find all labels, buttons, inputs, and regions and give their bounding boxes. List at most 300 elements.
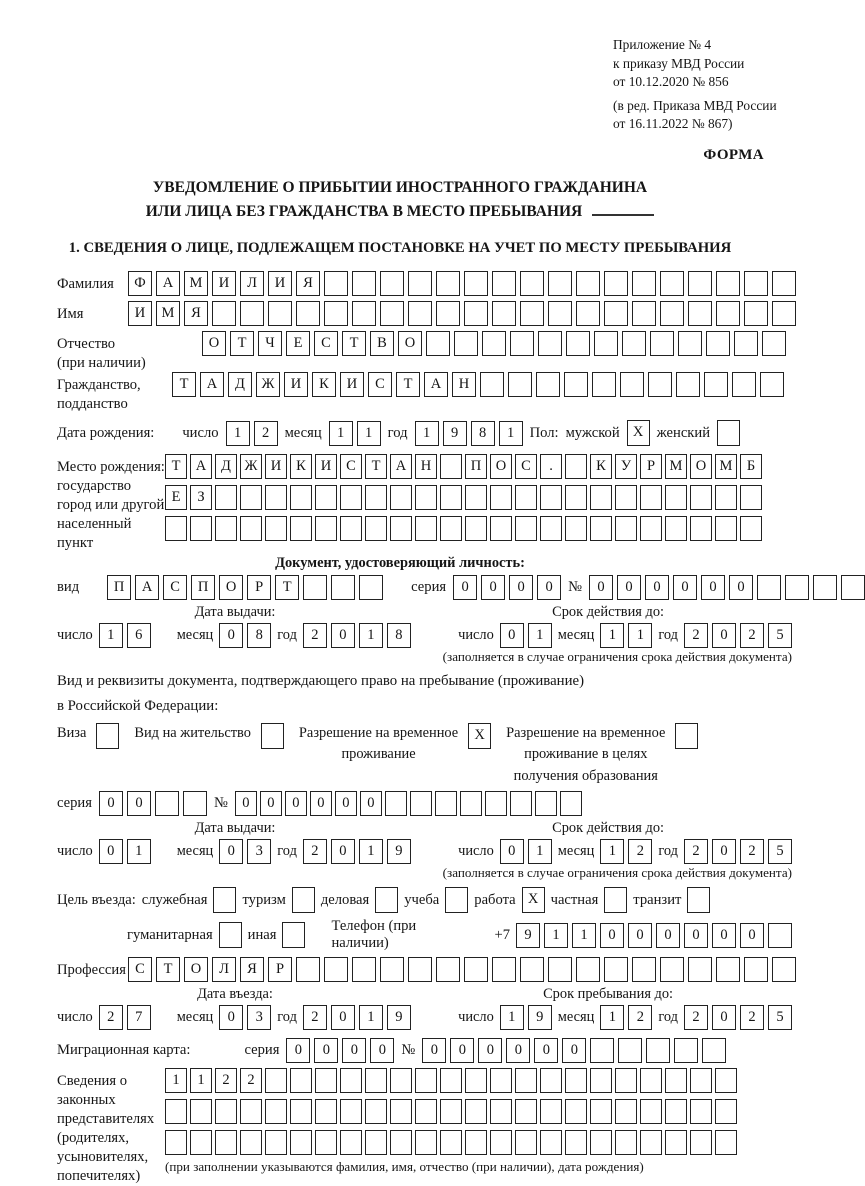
char-cell[interactable]: Л: [240, 271, 264, 296]
char-cell[interactable]: [490, 485, 512, 510]
char-cell[interactable]: П: [465, 454, 487, 479]
char-cell[interactable]: 1: [190, 1068, 212, 1093]
purpose-work-checkbox[interactable]: X: [522, 887, 545, 913]
char-cell[interactable]: [352, 301, 376, 326]
char-cell[interactable]: [615, 1130, 637, 1155]
char-cell[interactable]: 0: [219, 623, 243, 648]
char-cell[interactable]: [465, 1068, 487, 1093]
char-cell[interactable]: О: [398, 331, 422, 356]
char-cell[interactable]: Ж: [240, 454, 262, 479]
char-cell[interactable]: [590, 516, 612, 541]
char-cell[interactable]: [290, 1130, 312, 1155]
char-cell[interactable]: 0: [712, 839, 736, 864]
char-cell[interactable]: А: [424, 372, 448, 397]
char-cell[interactable]: 9: [528, 1005, 552, 1030]
char-cell[interactable]: 2: [740, 839, 764, 864]
purpose-official-checkbox[interactable]: [213, 887, 236, 913]
char-cell[interactable]: С: [340, 454, 362, 479]
char-cell[interactable]: [340, 1099, 362, 1124]
char-cell[interactable]: 1: [528, 839, 552, 864]
char-cell[interactable]: Н: [415, 454, 437, 479]
char-cell[interactable]: 5: [768, 1005, 792, 1030]
char-cell[interactable]: Л: [212, 957, 236, 982]
char-cell[interactable]: [408, 957, 432, 982]
char-cell[interactable]: З: [190, 485, 212, 510]
char-cell[interactable]: 0: [562, 1038, 586, 1063]
char-cell[interactable]: [640, 1130, 662, 1155]
char-cell[interactable]: Д: [215, 454, 237, 479]
char-cell[interactable]: [604, 271, 628, 296]
char-cell[interactable]: 0: [712, 923, 736, 948]
char-cell[interactable]: 1: [359, 623, 383, 648]
char-cell[interactable]: [482, 331, 506, 356]
char-cell[interactable]: [566, 331, 590, 356]
char-cell[interactable]: [408, 271, 432, 296]
char-cell[interactable]: 9: [443, 421, 467, 446]
char-cell[interactable]: Ж: [256, 372, 280, 397]
char-cell[interactable]: [290, 1099, 312, 1124]
char-cell[interactable]: [590, 1099, 612, 1124]
char-cell[interactable]: [436, 301, 460, 326]
char-cell[interactable]: [548, 271, 572, 296]
char-cell[interactable]: 0: [500, 839, 524, 864]
char-cell[interactable]: [490, 516, 512, 541]
char-cell[interactable]: 1: [528, 623, 552, 648]
char-cell[interactable]: [290, 485, 312, 510]
char-cell[interactable]: 1: [628, 623, 652, 648]
char-cell[interactable]: М: [156, 301, 180, 326]
char-cell[interactable]: 3: [247, 839, 271, 864]
char-cell[interactable]: [690, 1130, 712, 1155]
char-cell[interactable]: [215, 485, 237, 510]
purpose-other-checkbox[interactable]: [282, 922, 305, 948]
char-cell[interactable]: 2: [254, 421, 278, 446]
char-cell[interactable]: [340, 1130, 362, 1155]
sex-female-checkbox[interactable]: [717, 420, 740, 446]
char-cell[interactable]: [640, 1068, 662, 1093]
char-cell[interactable]: [265, 1099, 287, 1124]
char-cell[interactable]: У: [615, 454, 637, 479]
char-cell[interactable]: [296, 957, 320, 982]
char-cell[interactable]: [690, 485, 712, 510]
char-cell[interactable]: В: [370, 331, 394, 356]
char-cell[interactable]: О: [690, 454, 712, 479]
char-cell[interactable]: С: [368, 372, 392, 397]
char-cell[interactable]: 0: [628, 923, 652, 948]
char-cell[interactable]: 0: [219, 1005, 243, 1030]
char-cell[interactable]: [268, 301, 292, 326]
char-cell[interactable]: 0: [506, 1038, 530, 1063]
char-cell[interactable]: 0: [331, 623, 355, 648]
char-cell[interactable]: [734, 331, 758, 356]
char-cell[interactable]: [515, 516, 537, 541]
char-cell[interactable]: .: [540, 454, 562, 479]
char-cell[interactable]: 0: [127, 791, 151, 816]
char-cell[interactable]: К: [590, 454, 612, 479]
purpose-tourism-checkbox[interactable]: [292, 887, 315, 913]
char-cell[interactable]: [740, 485, 762, 510]
char-cell[interactable]: 0: [712, 623, 736, 648]
char-cell[interactable]: [408, 301, 432, 326]
char-cell[interactable]: [540, 516, 562, 541]
char-cell[interactable]: [540, 1068, 562, 1093]
char-cell[interactable]: [665, 485, 687, 510]
char-cell[interactable]: [615, 516, 637, 541]
char-cell[interactable]: [490, 1130, 512, 1155]
char-cell[interactable]: 0: [219, 839, 243, 864]
char-cell[interactable]: [515, 1099, 537, 1124]
char-cell[interactable]: 0: [331, 839, 355, 864]
char-cell[interactable]: [315, 1130, 337, 1155]
char-cell[interactable]: [665, 1099, 687, 1124]
char-cell[interactable]: [385, 791, 407, 816]
char-cell[interactable]: 9: [516, 923, 540, 948]
residence-permit-checkbox[interactable]: [261, 723, 284, 749]
char-cell[interactable]: [440, 485, 462, 510]
char-cell[interactable]: [515, 1068, 537, 1093]
char-cell[interactable]: [632, 957, 656, 982]
char-cell[interactable]: [440, 1130, 462, 1155]
char-cell[interactable]: 2: [240, 1068, 262, 1093]
char-cell[interactable]: [510, 791, 532, 816]
char-cell[interactable]: М: [715, 454, 737, 479]
char-cell[interactable]: 2: [740, 1005, 764, 1030]
char-cell[interactable]: [183, 791, 207, 816]
char-cell[interactable]: [757, 575, 781, 600]
char-cell[interactable]: [340, 485, 362, 510]
char-cell[interactable]: [772, 301, 796, 326]
char-cell[interactable]: [365, 516, 387, 541]
char-cell[interactable]: А: [200, 372, 224, 397]
char-cell[interactable]: 0: [673, 575, 697, 600]
char-cell[interactable]: [265, 1068, 287, 1093]
sex-male-checkbox[interactable]: X: [627, 420, 650, 446]
char-cell[interactable]: [465, 485, 487, 510]
char-cell[interactable]: [265, 516, 287, 541]
char-cell[interactable]: [715, 1130, 737, 1155]
char-cell[interactable]: 0: [235, 791, 257, 816]
char-cell[interactable]: [592, 372, 616, 397]
char-cell[interactable]: [464, 957, 488, 982]
char-cell[interactable]: [490, 1099, 512, 1124]
char-cell[interactable]: 1: [415, 421, 439, 446]
char-cell[interactable]: [535, 791, 557, 816]
char-cell[interactable]: [538, 331, 562, 356]
char-cell[interactable]: 1: [600, 839, 624, 864]
char-cell[interactable]: [520, 301, 544, 326]
char-cell[interactable]: [590, 1068, 612, 1093]
char-cell[interactable]: [435, 791, 457, 816]
char-cell[interactable]: 0: [286, 1038, 310, 1063]
char-cell[interactable]: [648, 372, 672, 397]
char-cell[interactable]: [380, 301, 404, 326]
char-cell[interactable]: [690, 516, 712, 541]
char-cell[interactable]: [315, 485, 337, 510]
char-cell[interactable]: Т: [165, 454, 187, 479]
char-cell[interactable]: [240, 1130, 262, 1155]
char-cell[interactable]: [604, 301, 628, 326]
char-cell[interactable]: [732, 372, 756, 397]
char-cell[interactable]: [296, 301, 320, 326]
char-cell[interactable]: [615, 1099, 637, 1124]
char-cell[interactable]: [674, 1038, 698, 1063]
char-cell[interactable]: [315, 1099, 337, 1124]
char-cell[interactable]: [324, 271, 348, 296]
char-cell[interactable]: [548, 301, 572, 326]
char-cell[interactable]: [440, 1068, 462, 1093]
char-cell[interactable]: [365, 1099, 387, 1124]
char-cell[interactable]: [565, 1130, 587, 1155]
char-cell[interactable]: Б: [740, 454, 762, 479]
char-cell[interactable]: 0: [684, 923, 708, 948]
char-cell[interactable]: [762, 331, 786, 356]
char-cell[interactable]: 2: [684, 1005, 708, 1030]
char-cell[interactable]: [772, 957, 796, 982]
char-cell[interactable]: [744, 271, 768, 296]
char-cell[interactable]: [165, 1099, 187, 1124]
char-cell[interactable]: 1: [226, 421, 250, 446]
char-cell[interactable]: 2: [628, 839, 652, 864]
char-cell[interactable]: [640, 485, 662, 510]
char-cell[interactable]: [640, 1099, 662, 1124]
char-cell[interactable]: [415, 485, 437, 510]
char-cell[interactable]: [315, 1068, 337, 1093]
char-cell[interactable]: [716, 957, 740, 982]
char-cell[interactable]: 9: [387, 839, 411, 864]
char-cell[interactable]: [215, 1130, 237, 1155]
char-cell[interactable]: [565, 454, 587, 479]
char-cell[interactable]: 0: [314, 1038, 338, 1063]
char-cell[interactable]: 1: [99, 623, 123, 648]
char-cell[interactable]: [390, 1130, 412, 1155]
char-cell[interactable]: [324, 957, 348, 982]
char-cell[interactable]: [492, 271, 516, 296]
char-cell[interactable]: [632, 271, 656, 296]
char-cell[interactable]: [768, 923, 792, 948]
char-cell[interactable]: [265, 485, 287, 510]
char-cell[interactable]: С: [163, 575, 187, 600]
char-cell[interactable]: [415, 1099, 437, 1124]
char-cell[interactable]: 8: [387, 623, 411, 648]
char-cell[interactable]: [485, 791, 507, 816]
purpose-private-checkbox[interactable]: [604, 887, 627, 913]
char-cell[interactable]: 0: [370, 1038, 394, 1063]
char-cell[interactable]: Я: [296, 271, 320, 296]
char-cell[interactable]: [490, 1068, 512, 1093]
char-cell[interactable]: [706, 331, 730, 356]
char-cell[interactable]: И: [268, 271, 292, 296]
char-cell[interactable]: Ф: [128, 271, 152, 296]
char-cell[interactable]: [465, 516, 487, 541]
char-cell[interactable]: Р: [268, 957, 292, 982]
char-cell[interactable]: 0: [342, 1038, 366, 1063]
char-cell[interactable]: [365, 485, 387, 510]
char-cell[interactable]: 0: [478, 1038, 502, 1063]
char-cell[interactable]: [415, 1068, 437, 1093]
char-cell[interactable]: [604, 957, 628, 982]
char-cell[interactable]: 0: [335, 791, 357, 816]
char-cell[interactable]: [436, 271, 460, 296]
char-cell[interactable]: 0: [453, 575, 477, 600]
char-cell[interactable]: [715, 1068, 737, 1093]
char-cell[interactable]: 1: [600, 1005, 624, 1030]
char-cell[interactable]: И: [340, 372, 364, 397]
char-cell[interactable]: [785, 575, 809, 600]
char-cell[interactable]: [190, 516, 212, 541]
char-cell[interactable]: 1: [127, 839, 151, 864]
char-cell[interactable]: [390, 485, 412, 510]
char-cell[interactable]: [240, 301, 264, 326]
char-cell[interactable]: [676, 372, 700, 397]
char-cell[interactable]: 3: [247, 1005, 271, 1030]
char-cell[interactable]: И: [265, 454, 287, 479]
char-cell[interactable]: 2: [215, 1068, 237, 1093]
char-cell[interactable]: [704, 372, 728, 397]
char-cell[interactable]: Т: [396, 372, 420, 397]
char-cell[interactable]: П: [191, 575, 215, 600]
char-cell[interactable]: [520, 957, 544, 982]
char-cell[interactable]: [365, 1068, 387, 1093]
char-cell[interactable]: 1: [329, 421, 353, 446]
char-cell[interactable]: [688, 301, 712, 326]
char-cell[interactable]: [632, 301, 656, 326]
char-cell[interactable]: [548, 957, 572, 982]
char-cell[interactable]: М: [665, 454, 687, 479]
char-cell[interactable]: [508, 372, 532, 397]
char-cell[interactable]: [480, 372, 504, 397]
char-cell[interactable]: 1: [357, 421, 381, 446]
temp-residence-education-checkbox[interactable]: [675, 723, 698, 749]
char-cell[interactable]: Т: [172, 372, 196, 397]
char-cell[interactable]: [492, 301, 516, 326]
purpose-study-checkbox[interactable]: [445, 887, 468, 913]
char-cell[interactable]: [590, 1038, 614, 1063]
char-cell[interactable]: [265, 1130, 287, 1155]
char-cell[interactable]: [352, 271, 376, 296]
char-cell[interactable]: А: [156, 271, 180, 296]
char-cell[interactable]: [465, 1130, 487, 1155]
char-cell[interactable]: [190, 1099, 212, 1124]
purpose-business-checkbox[interactable]: [375, 887, 398, 913]
char-cell[interactable]: 0: [740, 923, 764, 948]
char-cell[interactable]: [510, 331, 534, 356]
char-cell[interactable]: [688, 271, 712, 296]
char-cell[interactable]: 0: [310, 791, 332, 816]
char-cell[interactable]: 7: [127, 1005, 151, 1030]
char-cell[interactable]: [660, 957, 684, 982]
char-cell[interactable]: [678, 331, 702, 356]
char-cell[interactable]: Е: [286, 331, 310, 356]
char-cell[interactable]: [690, 1099, 712, 1124]
char-cell[interactable]: 0: [422, 1038, 446, 1063]
char-cell[interactable]: [565, 516, 587, 541]
char-cell[interactable]: [665, 1130, 687, 1155]
char-cell[interactable]: Т: [230, 331, 254, 356]
char-cell[interactable]: [618, 1038, 642, 1063]
char-cell[interactable]: [240, 1099, 262, 1124]
char-cell[interactable]: 0: [360, 791, 382, 816]
char-cell[interactable]: [380, 271, 404, 296]
char-cell[interactable]: 1: [600, 623, 624, 648]
char-cell[interactable]: Н: [452, 372, 476, 397]
char-cell[interactable]: 0: [701, 575, 725, 600]
char-cell[interactable]: [340, 1068, 362, 1093]
char-cell[interactable]: [594, 331, 618, 356]
char-cell[interactable]: М: [184, 271, 208, 296]
char-cell[interactable]: [744, 957, 768, 982]
char-cell[interactable]: 1: [359, 1005, 383, 1030]
char-cell[interactable]: [315, 516, 337, 541]
char-cell[interactable]: [615, 1068, 637, 1093]
char-cell[interactable]: П: [107, 575, 131, 600]
char-cell[interactable]: [744, 301, 768, 326]
char-cell[interactable]: И: [128, 301, 152, 326]
purpose-transit-checkbox[interactable]: [687, 887, 710, 913]
char-cell[interactable]: Я: [184, 301, 208, 326]
char-cell[interactable]: [565, 1068, 587, 1093]
char-cell[interactable]: [520, 271, 544, 296]
char-cell[interactable]: [365, 1130, 387, 1155]
char-cell[interactable]: 0: [99, 839, 123, 864]
char-cell[interactable]: [716, 271, 740, 296]
char-cell[interactable]: А: [190, 454, 212, 479]
blank-line[interactable]: [592, 200, 654, 216]
char-cell[interactable]: [464, 301, 488, 326]
char-cell[interactable]: К: [312, 372, 336, 397]
char-cell[interactable]: И: [315, 454, 337, 479]
char-cell[interactable]: 0: [712, 1005, 736, 1030]
char-cell[interactable]: [576, 957, 600, 982]
char-cell[interactable]: [390, 516, 412, 541]
char-cell[interactable]: [646, 1038, 670, 1063]
char-cell[interactable]: О: [184, 957, 208, 982]
char-cell[interactable]: [240, 485, 262, 510]
char-cell[interactable]: [440, 454, 462, 479]
char-cell[interactable]: Т: [342, 331, 366, 356]
char-cell[interactable]: [390, 1099, 412, 1124]
char-cell[interactable]: [702, 1038, 726, 1063]
char-cell[interactable]: 0: [617, 575, 641, 600]
char-cell[interactable]: 0: [99, 791, 123, 816]
char-cell[interactable]: 8: [247, 623, 271, 648]
char-cell[interactable]: [415, 1130, 437, 1155]
char-cell[interactable]: 2: [740, 623, 764, 648]
char-cell[interactable]: 1: [499, 421, 523, 446]
char-cell[interactable]: О: [202, 331, 226, 356]
char-cell[interactable]: [515, 1130, 537, 1155]
char-cell[interactable]: 2: [303, 623, 327, 648]
char-cell[interactable]: 2: [303, 1005, 327, 1030]
char-cell[interactable]: [290, 516, 312, 541]
char-cell[interactable]: [492, 957, 516, 982]
char-cell[interactable]: [615, 485, 637, 510]
char-cell[interactable]: [460, 791, 482, 816]
char-cell[interactable]: [454, 331, 478, 356]
char-cell[interactable]: [155, 791, 179, 816]
char-cell[interactable]: [436, 957, 460, 982]
char-cell[interactable]: [515, 485, 537, 510]
char-cell[interactable]: [190, 1130, 212, 1155]
char-cell[interactable]: [165, 516, 187, 541]
char-cell[interactable]: [650, 331, 674, 356]
temp-residence-checkbox[interactable]: X: [468, 723, 491, 749]
char-cell[interactable]: [665, 516, 687, 541]
char-cell[interactable]: 1: [165, 1068, 187, 1093]
char-cell[interactable]: [440, 516, 462, 541]
char-cell[interactable]: [215, 516, 237, 541]
char-cell[interactable]: 2: [684, 839, 708, 864]
char-cell[interactable]: 2: [303, 839, 327, 864]
